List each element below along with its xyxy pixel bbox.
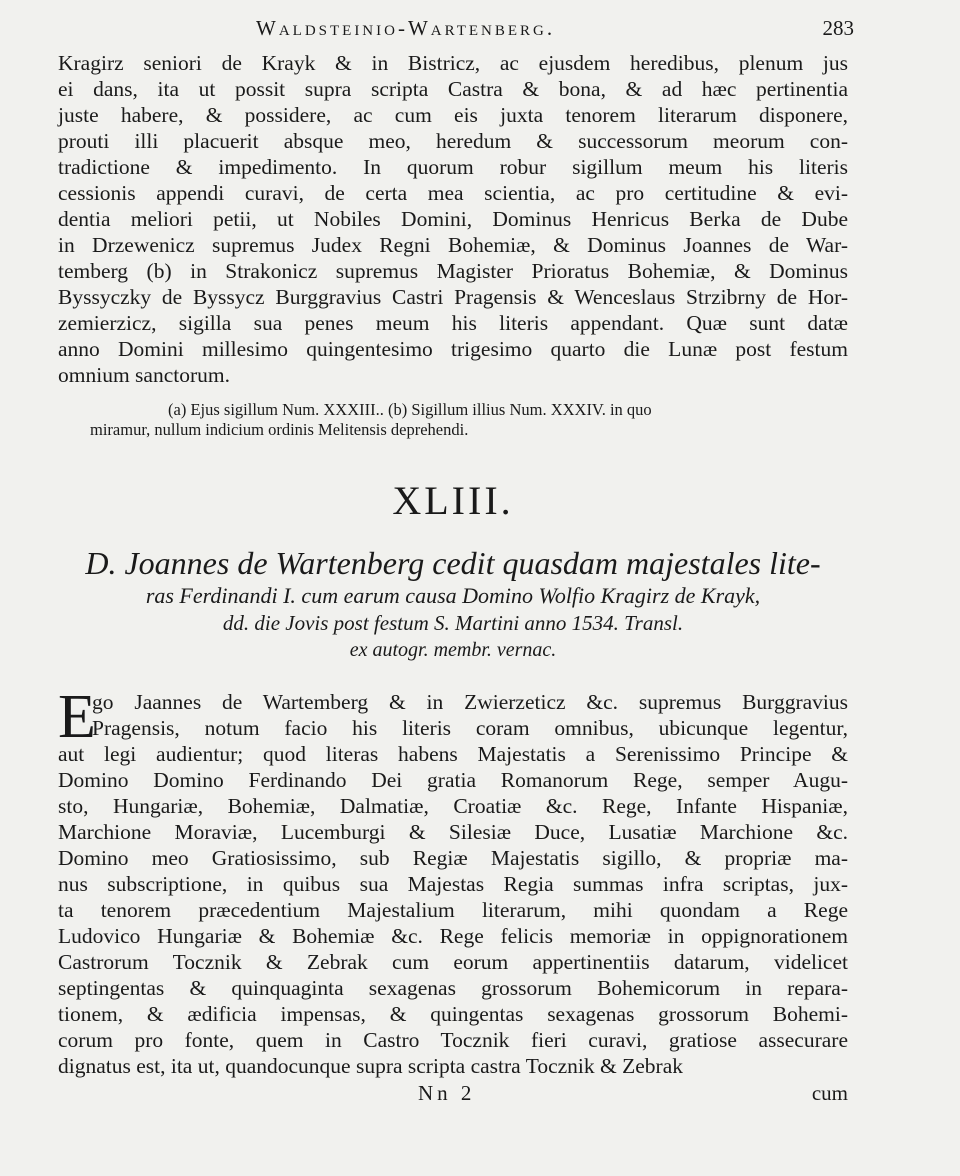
document-heading [58, 544, 848, 663]
text-line: cessionis appendi curavi, de certa mea scientia, ac pro certitudine & evi- [58, 181, 848, 205]
footnote-line: (a) Ejus sigillum Num. XXXIII.. (b) Sigillum illius Num. XXXIV. in quo [168, 400, 652, 419]
text-line: aut legi audientur; quod literas habens Majestatis a Serenissimo Principe & [58, 742, 848, 766]
footnotes [58, 400, 848, 440]
text-line: tionem, & ædificia impensas, & quingentas sexagenas grossorum Bohemi- [58, 1002, 848, 1026]
signature-mark: Nn 2 [418, 1081, 476, 1105]
text-line: ta tenorem præcedentium Majestalium literarum, mihi quondam a Rege [58, 898, 848, 922]
catchword: cum [811, 1081, 848, 1105]
text-line: juste habere, & possidere, ac cum eis juxta tenorem literarum disponere, [58, 103, 848, 127]
text-line: temberg (b) in Strakonicz supremus Magister Prioratus Bohemiæ, & Dominus [58, 259, 848, 283]
text-line: prouti illi placuerit absque meo, heredum & successorum meorum con- [58, 129, 848, 153]
text-line: anno Domini millesimo quingentesimo trigesimo quarto die Lunæ post festum [58, 337, 848, 361]
heading-line: ex autogr. membr. vernac. [349, 639, 557, 661]
heading-line: dd. die Jovis post festum S. Martini anno 1534. Transl. [222, 611, 684, 635]
text-line: Castrorum Tocznik & Zebrak cum eorum appertinentiis datarum, videlicet [58, 950, 848, 974]
text-line: Marchione Moraviæ, Lucemburgi & Silesiæ Duce, Lusatiæ Marchione &c. [58, 820, 848, 844]
paragraph-continued [58, 50, 848, 388]
text-line: dentia meliori petii, ut Nobiles Domini, Dominus Henricus Berka de Dube [58, 207, 848, 231]
paragraph-charter [58, 683, 848, 1079]
footnote-line: miramur, nullum indicium ordinis Melitensis deprehendi. [90, 420, 469, 439]
text-line: tradictione & impedimento. In quorum robur sigillum meum his literis [58, 155, 848, 179]
text-line: sto, Hungariæ, Bohemiæ, Dalmatiæ, Croatiæ &c. Rege, Infante Hispaniæ, [58, 794, 848, 818]
text-line: zemierzicz, sigilla sua penes meum his literis appendant. Quæ sunt datæ [58, 311, 848, 335]
heading-line: D. Joannes de Wartenberg cedit quasdam majestales lite- [85, 545, 821, 581]
heading-line: ras Ferdinandi I. cum earum causa Domino Wolfio Kragirz de Krayk, [145, 583, 761, 608]
running-head-title: Waldsteinio-Wartenberg. [256, 16, 556, 40]
text-line: Domino Domino Ferdinando Dei gratia Romanorum Rege, semper Augu- [58, 768, 848, 792]
text-line: septingentas & quinquaginta sexagenas grossorum Bohemicorum in repara- [58, 976, 848, 1000]
text-line: Ludovico Hungariæ & Bohemiæ &c. Rege felicis memoriæ in oppignorationem [58, 924, 848, 948]
page-number: 283 [822, 16, 854, 40]
text-line: in Drzewenicz supremus Judex Regni Bohemiæ, & Dominus Joannes de War- [58, 233, 848, 257]
text-line: Byssyczky de Byssycz Burggravius Castri Pragensis & Wenceslaus Strzibrny de Hor- [58, 285, 848, 309]
text-line: Domino meo Gratiosissimo, sub Regiæ Majestatis sigillo, & propriæ ma- [58, 846, 848, 870]
text-line: corum pro fonte, quem in Castro Tocznik fieri curavi, gratiose assecurare [58, 1028, 848, 1052]
text-line: nus subscriptione, in quibus sua Majestas Regia summas infra scriptas, jux- [58, 872, 848, 896]
document-page [58, 16, 854, 1111]
text-line: go Jaannes de Wartemberg & in Zwierzeticz &c. supremus Burggravius [92, 690, 848, 714]
text-line: omnium sanctorum. [58, 363, 230, 387]
page-footer [58, 1081, 848, 1111]
running-head [58, 16, 854, 50]
document-number: XLIII. [392, 478, 514, 523]
text-line: ei dans, ita ut possit supra scripta Castra & bona, & ad hæc pertinentia [58, 77, 848, 101]
text-line: Pragensis, notum facio his literis coram omnibus, ubicunque legentur, [92, 716, 848, 740]
text-line: Kragirz seniori de Krayk & in Bistricz, ac ejusdem heredibus, plenum jus [58, 51, 848, 75]
text-line: dignatus est, ita ut, quandocunque supra scripta castra Tocznik & Zebrak [58, 1054, 683, 1078]
drop-cap-initial: E [58, 683, 96, 751]
